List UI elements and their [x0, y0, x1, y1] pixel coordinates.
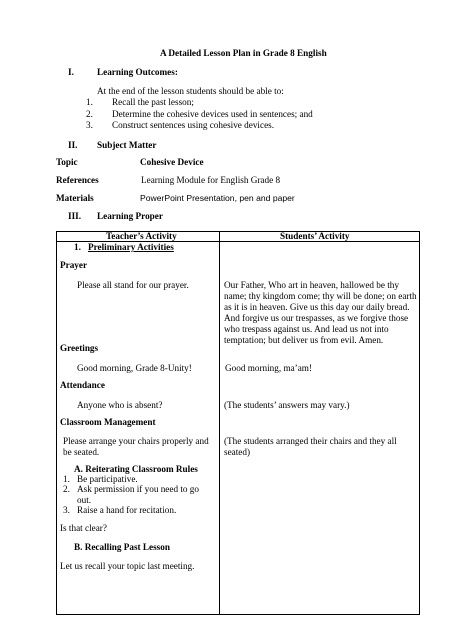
rule-number: 2.	[63, 484, 70, 494]
section-numeral-3: III.	[68, 211, 82, 221]
attendance-students-text: (The students’ answers may vary.)	[224, 400, 350, 410]
rule-text: Raise a hand for recitation.	[77, 505, 177, 515]
topic-value: Cohesive Device	[140, 157, 204, 167]
outcome-number: 2.	[86, 109, 93, 119]
recalling-lesson-heading: B. Recalling Past Lesson	[74, 542, 170, 552]
section-heading-subject-matter: Subject Matter	[97, 140, 157, 150]
section-heading-learning-outcomes: Learning Outcomes:	[97, 67, 178, 77]
references-label: References	[56, 175, 99, 185]
rule-text: Be participative.	[77, 474, 138, 484]
outcome-text: Construct sentences using cohesive devices.	[112, 120, 275, 130]
students-activity-header: Students’ Activity	[280, 231, 350, 241]
references-value: Learning Module for English Grade 8	[141, 175, 281, 185]
section-numeral-2: II.	[68, 140, 78, 150]
table-column-divider	[219, 231, 220, 615]
attendance-heading: Attendance	[60, 380, 105, 390]
prayer-teacher-text: Please all stand for our prayer.	[77, 280, 189, 290]
outcome-number: 3.	[86, 120, 93, 130]
section-numeral-1: I.	[68, 67, 74, 77]
is-that-clear-text: Is that clear?	[60, 523, 107, 533]
greetings-students-text: Good morning, ma’am!	[225, 363, 313, 373]
outcomes-intro: At the end of the lesson students should be able to:	[97, 86, 284, 96]
document-title: A Detailed Lesson Plan in Grade 8 English	[160, 48, 327, 58]
preliminary-activities-heading: Preliminary Activities	[88, 242, 174, 252]
classroom-management-heading: Classroom Management	[60, 417, 156, 427]
teachers-activity-header: Teacher’s Activity	[106, 231, 177, 241]
rule-number: 1.	[63, 474, 70, 484]
materials-label: Materials	[56, 193, 94, 203]
greetings-heading: Greetings	[60, 343, 99, 353]
outcome-text: Recall the past lesson;	[112, 97, 194, 107]
section-heading-learning-proper: Learning Proper	[97, 211, 163, 221]
materials-value: PowerPoint Presentation, pen and paper	[140, 193, 295, 203]
outcome-text: Determine the cohesive devices used in sentences; and	[112, 109, 313, 119]
reiterating-rules-heading: A. Reiterating Classroom Rules	[74, 464, 198, 474]
prayer-heading: Prayer	[60, 260, 88, 270]
prayer-students-text: Our Father, Who art in heaven, hallowed be thy name; thy kingdom come; thy will be done; on earth as it is in heaven. Give us this day our daily bread. And forgive us our trespasses, as we forgive those who trespass against us. And lead us not into temptation; but deliver us from evil. Amen.	[224, 280, 417, 345]
classroom-students-text: (The students arranged their chairs and they all seated)	[224, 436, 397, 457]
rule-text: Ask permission if you need to go out.	[77, 484, 199, 505]
preliminary-number: 1.	[74, 242, 81, 252]
recall-teacher-text: Let us recall your topic last meeting.	[60, 561, 195, 571]
rule-number: 3.	[63, 505, 70, 515]
greetings-teacher-text: Good morning, Grade 8-Unity!	[77, 363, 192, 373]
topic-label: Topic	[56, 157, 78, 167]
attendance-teacher-text: Anyone who is absent?	[77, 400, 163, 410]
outcome-number: 1.	[86, 97, 93, 107]
classroom-teacher-text: Please arrange your chairs properly and be seated.	[63, 436, 209, 457]
